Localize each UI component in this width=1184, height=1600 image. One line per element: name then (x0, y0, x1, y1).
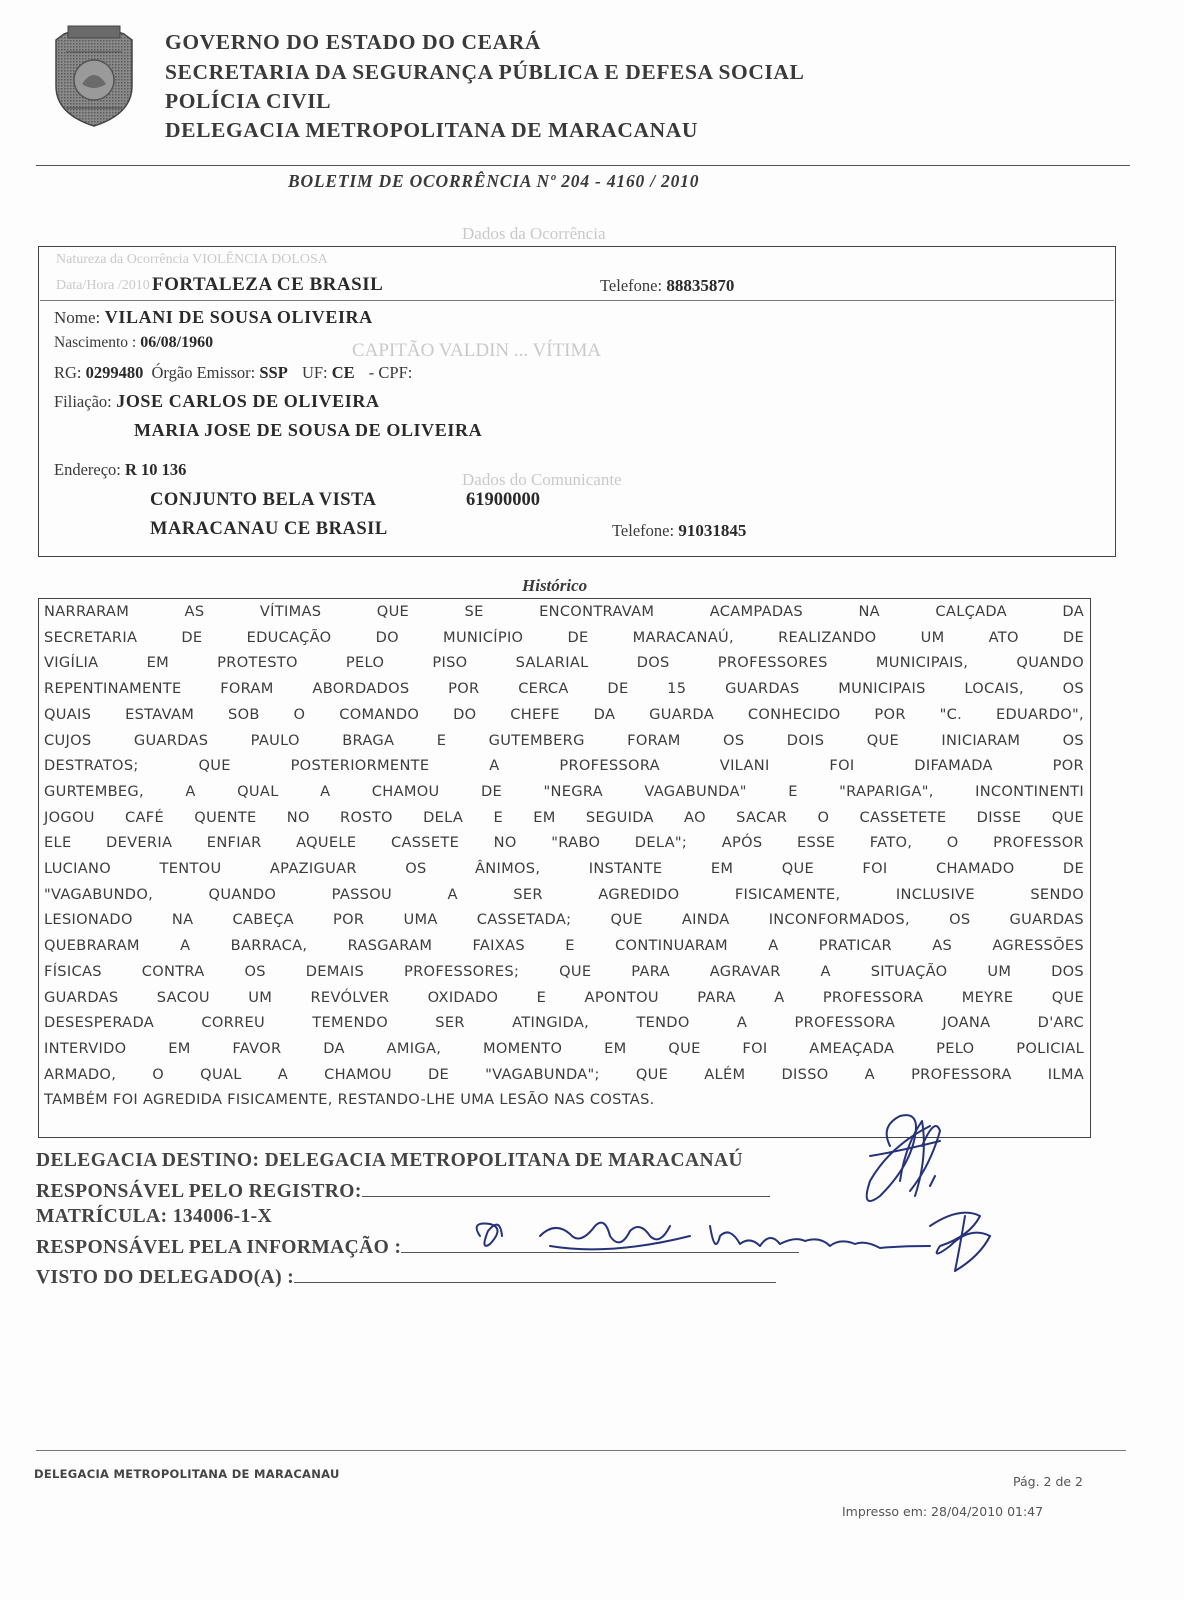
printed-timestamp: Impresso em: 28/04/2010 01:47 (842, 1504, 1044, 1519)
historico-title: Histórico (522, 576, 588, 595)
visto-delegado-label: VISTO DO DELEGADO(A) : (36, 1267, 295, 1288)
cpf-label: - CPF: (368, 363, 413, 382)
historico-line: ARMADO, O QUAL A CHAMOU DE "VAGABUNDA"; QUE ALÉM DISSO A PROFESSORA ILMA (44, 1065, 1084, 1083)
document-row (54, 363, 412, 383)
historico-line: ELE DEVERIA ENFIAR AQUELE CASSETE NO "RABO DELA"; APÓS ESSE FATO, O PROFESSOR (44, 834, 1084, 852)
footer-divider (36, 1450, 1126, 1451)
phone2-value: 91031845 (678, 521, 747, 540)
historico-line: NARRARAM AS VÍTIMAS QUE SE ENCONTRAVAM ACAMPADAS NA CALÇADA DA (44, 603, 1084, 620)
phone1-row (600, 276, 734, 296)
info-divider (40, 300, 1114, 301)
address-row (54, 460, 186, 480)
header-government: GOVERNO DO ESTADO DO CEARÁ (165, 30, 541, 54)
father-value: JOSE CARLOS DE OLIVEIRA (116, 391, 380, 411)
name-value: VILANI DE SOUSA OLIVEIRA (104, 307, 373, 327)
uf-value: CE (331, 363, 355, 382)
historico-line: JOGOU CAFÉ QUENTE NO ROSTO DELA E EM SEGUIDA AO SACAR O CASSETETE DISSE QUE (44, 808, 1084, 826)
birth-value: 06/08/1960 (140, 334, 214, 351)
historico-line: GURTEMBEG, A QUAL A CHAMOU DE "NEGRA VAGABUNDA" E "RAPARIGA", INCONTINENTI (44, 782, 1084, 800)
filiacao-label: Filiação: (54, 392, 112, 411)
responsavel-informacao-label: RESPONSÁVEL PELA INFORMAÇÃO : (36, 1237, 402, 1258)
phone1-label: Telefone: (600, 276, 663, 295)
historico-line: FÍSICAS CONTRA OS DEMAIS PROFESSORES; QUE PARA AGRAVAR A SITUAÇÃO UM DOS (44, 962, 1084, 980)
rg-label: RG: (54, 363, 82, 382)
orgao-label: Órgão Emissor: (151, 363, 256, 382)
historico-line: QUEBRARAM A BARRACA, RASGARAM FAIXAS E CONTINUARAM A PRATICAR AS AGRESSÕES (44, 937, 1084, 955)
name-label: Nome: (54, 308, 101, 327)
historico-line: "VAGABUNDO, QUANDO PASSOU A SER AGREDIDO FISICAMENTE, INCLUSIVE SENDO (44, 885, 1084, 903)
header-divider (36, 165, 1130, 166)
mother-value: MARIA JOSE DE SOUSA DE OLIVEIRA (134, 420, 483, 440)
address1-value: R 10 136 (125, 460, 187, 479)
report-title: BOLETIM DE OCORRÊNCIA Nº 204 - 4160 / 2010 (288, 171, 700, 191)
ghost-row1: Natureza da Ocorrência VIOLÊNCIA DOLOSA (56, 252, 328, 267)
historico-line: VIGÍLIA EM PROTESTO PELO PISO SALARIAL DOS PROFESSORES MUNICIPAIS, QUANDO (44, 654, 1084, 672)
responsavel-registro-label: RESPONSÁVEL PELO REGISTRO: (36, 1181, 362, 1202)
footer-delegacia: DELEGACIA METROPOLITANA DE MARACANAU (34, 1467, 340, 1481)
birth-label: Nascimento : (54, 334, 137, 351)
historico-line: DESESPERADA CORREU TEMENDO SER ATINGIDA, TENDO A PROFESSORA JOANA D'ARC (44, 1014, 1084, 1032)
historico-line: CUJOS GUARDAS PAULO BRAGA E GUTEMBERG FORAM OS DOIS QUE INICIARAM OS (44, 731, 1084, 749)
ghost-row3: CAPITÃO VALDIN ... VÍTIMA (352, 340, 602, 361)
rg-value: 0299480 (85, 363, 144, 382)
historico-line: LESIONADO NA CABEÇA POR UMA CASSETADA; QUE AINDA INCONFORMADOS, OS GUARDAS (44, 911, 1084, 929)
historico-line: LUCIANO TENTOU APAZIGUAR OS ÂNIMOS, INSTANTE EM QUE FOI CHAMADO DE (44, 860, 1084, 877)
header-policia: POLÍCIA CIVIL (165, 89, 332, 113)
header-secretaria: SECRETARIA DA SEGURANÇA PÚBLICA E DEFESA SOCIAL (165, 60, 805, 84)
birth-row (54, 334, 213, 352)
historico-line: TAMBÉM FOI AGREDIDA FISICAMENTE, RESTANDO-LHE UMA LESÃO NAS COSTAS. (44, 1091, 655, 1109)
city-line: FORTALEZA CE BRASIL (152, 274, 384, 295)
name-row (54, 307, 373, 328)
cep-value: 61900000 (466, 490, 540, 510)
handwritten-signatures (460, 1086, 1020, 1296)
historico-line: GUARDAS SACOU UM REVÓLVER OXIDADO E APONTOU PARA A PROFESSORA MEYRE QUE (44, 988, 1084, 1006)
historico-line: REPENTINAMENTE FORAM ABORDADOS POR CERCA DE 15 GUARDAS MUNICIPAIS LOCAIS, OS (44, 680, 1084, 698)
phone1-value: 88835870 (666, 276, 735, 295)
uf-label: UF: (301, 363, 328, 382)
ghost-row2: Data/Hora /2010 (56, 278, 150, 293)
matricula: MATRÍCULA: 134006-1-X (36, 1206, 273, 1227)
page-number: Pág. 2 de 2 (1013, 1474, 1083, 1489)
historico-line: INTERVIDO EM FAVOR DA AMIGA, MOMENTO EM QUE FOI AMEAÇADA PELO POLICIAL (44, 1039, 1084, 1057)
filiacao-row (54, 391, 380, 412)
historico-line: SECRETARIA DE EDUCAÇÃO DO MUNICÍPIO DE MARACANAÚ, REALIZANDO UM ATO DE (44, 628, 1084, 646)
coat-of-arms-icon (46, 22, 142, 130)
address-label: Endereço: (54, 460, 121, 479)
ghost-dados-ocorrencia: Dados da Ocorrência (462, 224, 606, 243)
phone2-row (612, 521, 746, 541)
delegacia-destino: DELEGACIA DESTINO: DELEGACIA METROPOLITANA DE MARACANAÚ (36, 1150, 743, 1171)
historico-line: DESTRATOS; QUE POSTERIORMENTE A PROFESSORA VILANI FOI DIFAMADA POR (44, 757, 1084, 775)
header-delegacia: DELEGACIA METROPOLITANA DE MARACANAU (165, 118, 699, 142)
address2-value: CONJUNTO BELA VISTA (150, 490, 377, 510)
phone2-label: Telefone: (612, 521, 675, 540)
orgao-value: SSP (259, 363, 288, 382)
address3-value: MARACANAU CE BRASIL (150, 519, 388, 539)
historico-line: QUAIS ESTAVAM SOB O COMANDO DO CHEFE DA GUARDA CONHECIDO POR "C. EDUARDO", (44, 705, 1084, 723)
ghost-dados-comunicante: Dados do Comunicante (462, 470, 622, 489)
